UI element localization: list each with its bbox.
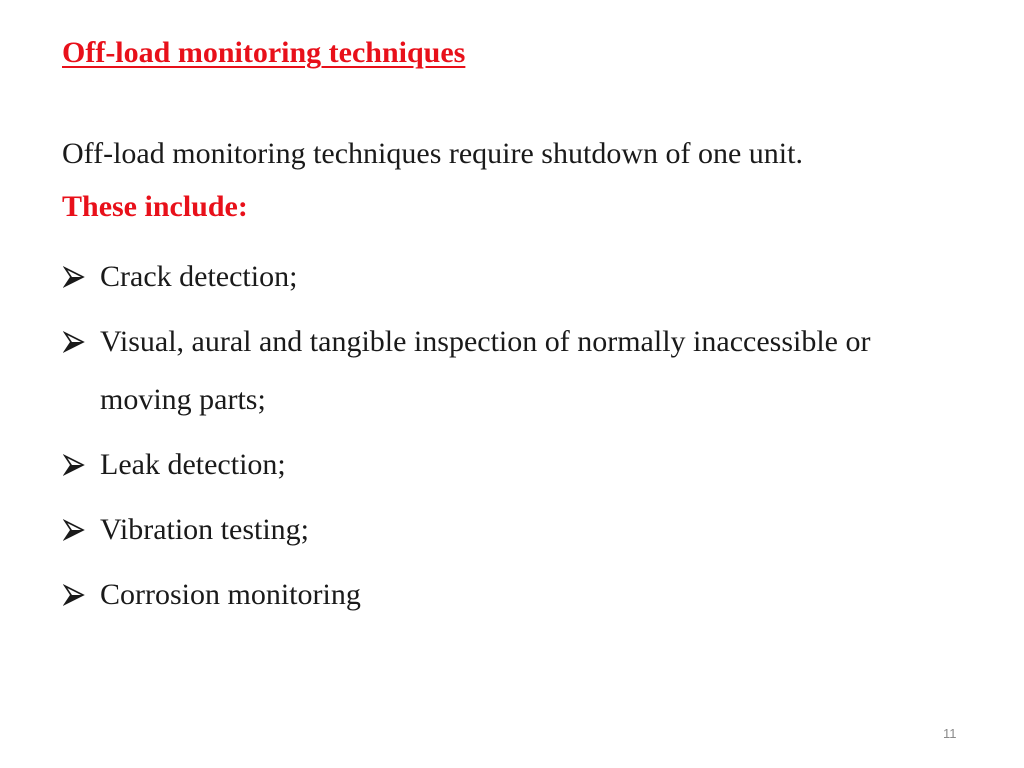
bullet-text: Leak detection;: [100, 448, 286, 481]
arrowhead-bullet-icon: [62, 436, 88, 494]
bullet-item: [62, 501, 962, 559]
bullet-item: [62, 313, 962, 429]
bullet-list: [62, 248, 962, 631]
bullet-text: Crack detection;: [100, 260, 298, 293]
bullet-text: Visual, aural and tangible inspection of normally inaccessible or moving parts;: [100, 325, 871, 416]
bullet-item: [62, 566, 962, 624]
bullet-item: [62, 436, 962, 494]
bullet-text: Corrosion monitoring: [100, 578, 361, 611]
arrowhead-bullet-icon: [62, 313, 88, 371]
intro-text: Off-load monitoring techniques require shutdown of one unit.: [62, 137, 803, 170]
page-number: 11: [943, 726, 957, 741]
arrowhead-bullet-icon: [62, 566, 88, 624]
include-label: These include:: [62, 190, 248, 223]
bullet-text: Vibration testing;: [100, 513, 310, 546]
arrowhead-bullet-icon: [62, 501, 88, 559]
arrowhead-bullet-icon: [62, 248, 88, 306]
bullet-item: [62, 248, 962, 306]
slide-title: Off-load monitoring techniques: [62, 36, 466, 69]
